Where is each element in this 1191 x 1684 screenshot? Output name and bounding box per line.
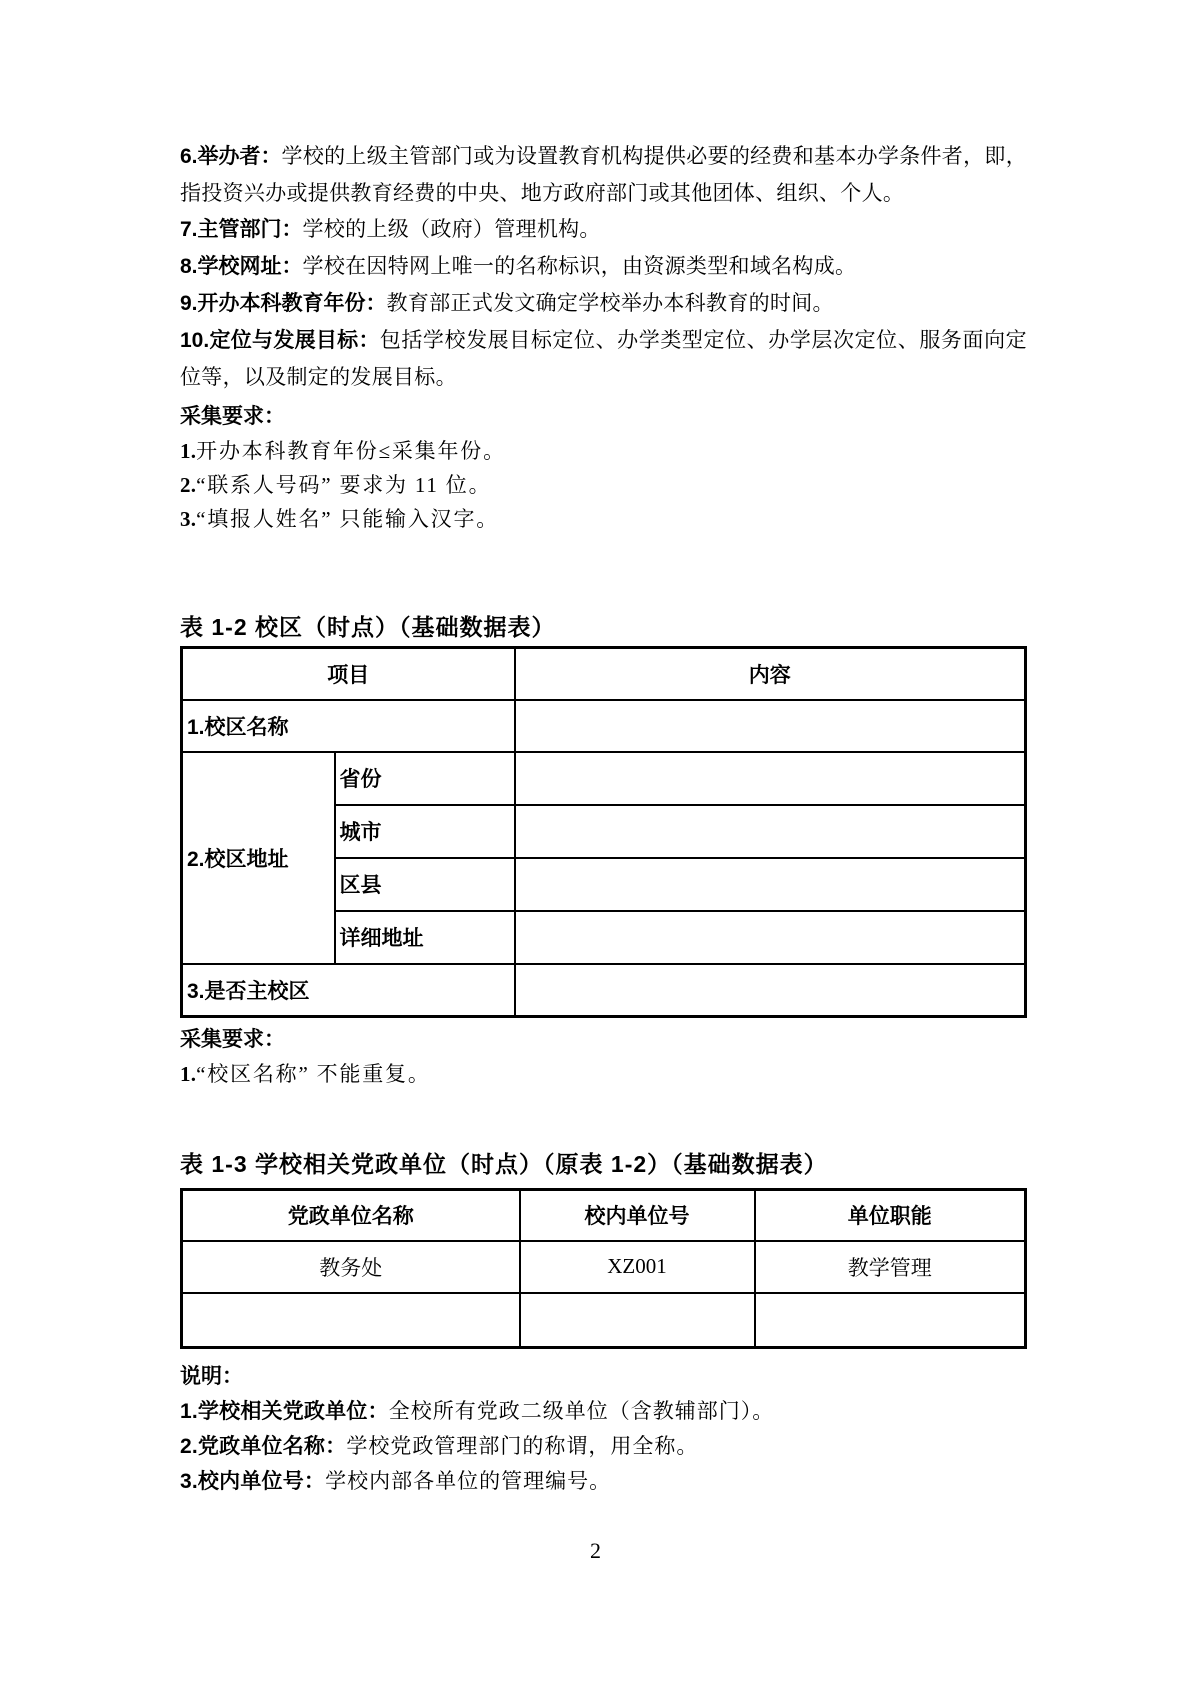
notes-heading: 说明： xyxy=(180,1365,243,1388)
table-row-campus-name xyxy=(182,700,1026,752)
note-text: 学校党政管理部门的称谓，用全称。 xyxy=(346,1434,699,1458)
note-item xyxy=(180,1464,1027,1499)
cell-detail-address-value xyxy=(515,911,1026,964)
cell-unit-code: XZ001 xyxy=(520,1241,755,1293)
requirement-number: 3. xyxy=(180,507,197,531)
requirement-number: 1. xyxy=(180,1062,197,1086)
table-header-row xyxy=(182,648,1026,700)
table-1-3-title: 表 1-3 学校相关党政单位（时点）（原表 1-2）（基础数据表） xyxy=(180,1151,828,1177)
note-item xyxy=(180,1394,1027,1429)
definition-label: 7.主管部门： xyxy=(180,218,303,241)
row-label-detail-address: 详细地址 xyxy=(335,911,515,964)
collection-requirements-section xyxy=(180,400,1027,536)
requirement-number: 2. xyxy=(180,473,197,497)
note-text: 学校内部各单位的管理编号。 xyxy=(325,1469,612,1493)
requirement-item xyxy=(180,502,1027,536)
table-1-2-campus xyxy=(180,646,1027,1018)
definition-text: 学校在因特网上唯一的名称标识，由资源类型和域名构成。 xyxy=(302,254,857,278)
note-label: 2.党政单位名称： xyxy=(180,1435,347,1458)
table-row-empty xyxy=(182,1293,1026,1348)
requirement-item xyxy=(180,434,1027,468)
note-label: 3.校内单位号： xyxy=(180,1470,326,1493)
cell-city-value xyxy=(515,805,1026,858)
cell-unit-name: 教务处 xyxy=(182,1241,520,1293)
requirement-text: “填报人姓名” 只能输入汉字。 xyxy=(196,507,500,531)
definition-item-10 xyxy=(180,322,1027,395)
column-header-unit-function: 单位职能 xyxy=(755,1190,1026,1241)
cell-unit-code-empty xyxy=(520,1293,755,1348)
requirement-item xyxy=(180,468,1027,502)
requirement-item xyxy=(180,1057,1027,1091)
row-label-campus-name: 1.校区名称 xyxy=(182,700,515,752)
page-number: 2 xyxy=(590,1538,601,1563)
definition-label: 6.举办者： xyxy=(180,145,282,168)
definition-text: 学校的上级主管部门或为设置教育机构提供必要的经费和基本办学条件者，即，指投资兴办或提供教育经费的中央、地方政府部门或其他团体、组织、个人。 xyxy=(180,144,1028,205)
row-label-campus-address: 2.校区地址 xyxy=(182,752,335,964)
requirement-number: 1. xyxy=(180,439,197,463)
row-label-province: 省份 xyxy=(335,752,515,805)
requirement-text: “校区名称” 不能重复。 xyxy=(196,1062,431,1086)
definition-item-9 xyxy=(180,285,1027,322)
row-label-main-campus: 3.是否主校区 xyxy=(182,964,515,1017)
table-1-3-party-units xyxy=(180,1188,1027,1349)
cell-district-value xyxy=(515,858,1026,911)
campus-requirements-section xyxy=(180,1023,1027,1091)
column-header-item: 项目 xyxy=(182,648,515,700)
notes-section xyxy=(180,1360,1027,1499)
column-header-content: 内容 xyxy=(515,648,1026,700)
cell-main-campus-value xyxy=(515,964,1026,1017)
cell-unit-name-empty xyxy=(182,1293,520,1348)
definition-text: 包括学校发展目标定位、办学类型定位、办学层次定位、服务面向定位等，以及制定的发展目标。 xyxy=(180,328,1027,389)
row-label-city: 城市 xyxy=(335,805,515,858)
table-1-2-title: 表 1-2 校区（时点）（基础数据表） xyxy=(180,614,556,640)
campus-requirements-heading: 采集要求： xyxy=(180,1028,285,1051)
table-header-row xyxy=(182,1190,1026,1241)
note-item xyxy=(180,1429,1027,1464)
table-row-main-campus xyxy=(182,964,1026,1017)
definition-item-7 xyxy=(180,211,1027,248)
column-header-unit-code: 校内单位号 xyxy=(520,1190,755,1241)
collection-requirements-heading: 采集要求： xyxy=(180,405,285,428)
definitions-section xyxy=(180,138,1027,395)
table-row-province xyxy=(182,752,1026,805)
requirement-text: 开办本科教育年份≤采集年份。 xyxy=(196,439,506,463)
cell-unit-function: 教学管理 xyxy=(755,1241,1026,1293)
table-row-unit xyxy=(182,1241,1026,1293)
requirement-text: “联系人号码” 要求为 11 位。 xyxy=(196,473,492,497)
definition-item-8 xyxy=(180,248,1027,285)
note-text: 全校所有党政二级单位（含教辅部门）。 xyxy=(388,1399,775,1423)
definition-label: 10.定位与发展目标： xyxy=(180,329,380,352)
cell-unit-function-empty xyxy=(755,1293,1026,1348)
definition-text: 学校的上级（政府）管理机构。 xyxy=(302,217,601,241)
definition-label: 8.学校网址： xyxy=(180,255,303,278)
column-header-unit-name: 党政单位名称 xyxy=(182,1190,520,1241)
definition-item-6 xyxy=(180,138,1027,211)
definition-text: 教育部正式发文确定学校举办本科教育的时间。 xyxy=(386,291,834,315)
definition-label: 9.开办本科教育年份： xyxy=(180,292,387,315)
cell-campus-name-value xyxy=(515,700,1026,752)
note-label: 1.学校相关党政单位： xyxy=(180,1400,389,1423)
row-label-district: 区县 xyxy=(335,858,515,911)
cell-province-value xyxy=(515,752,1026,805)
